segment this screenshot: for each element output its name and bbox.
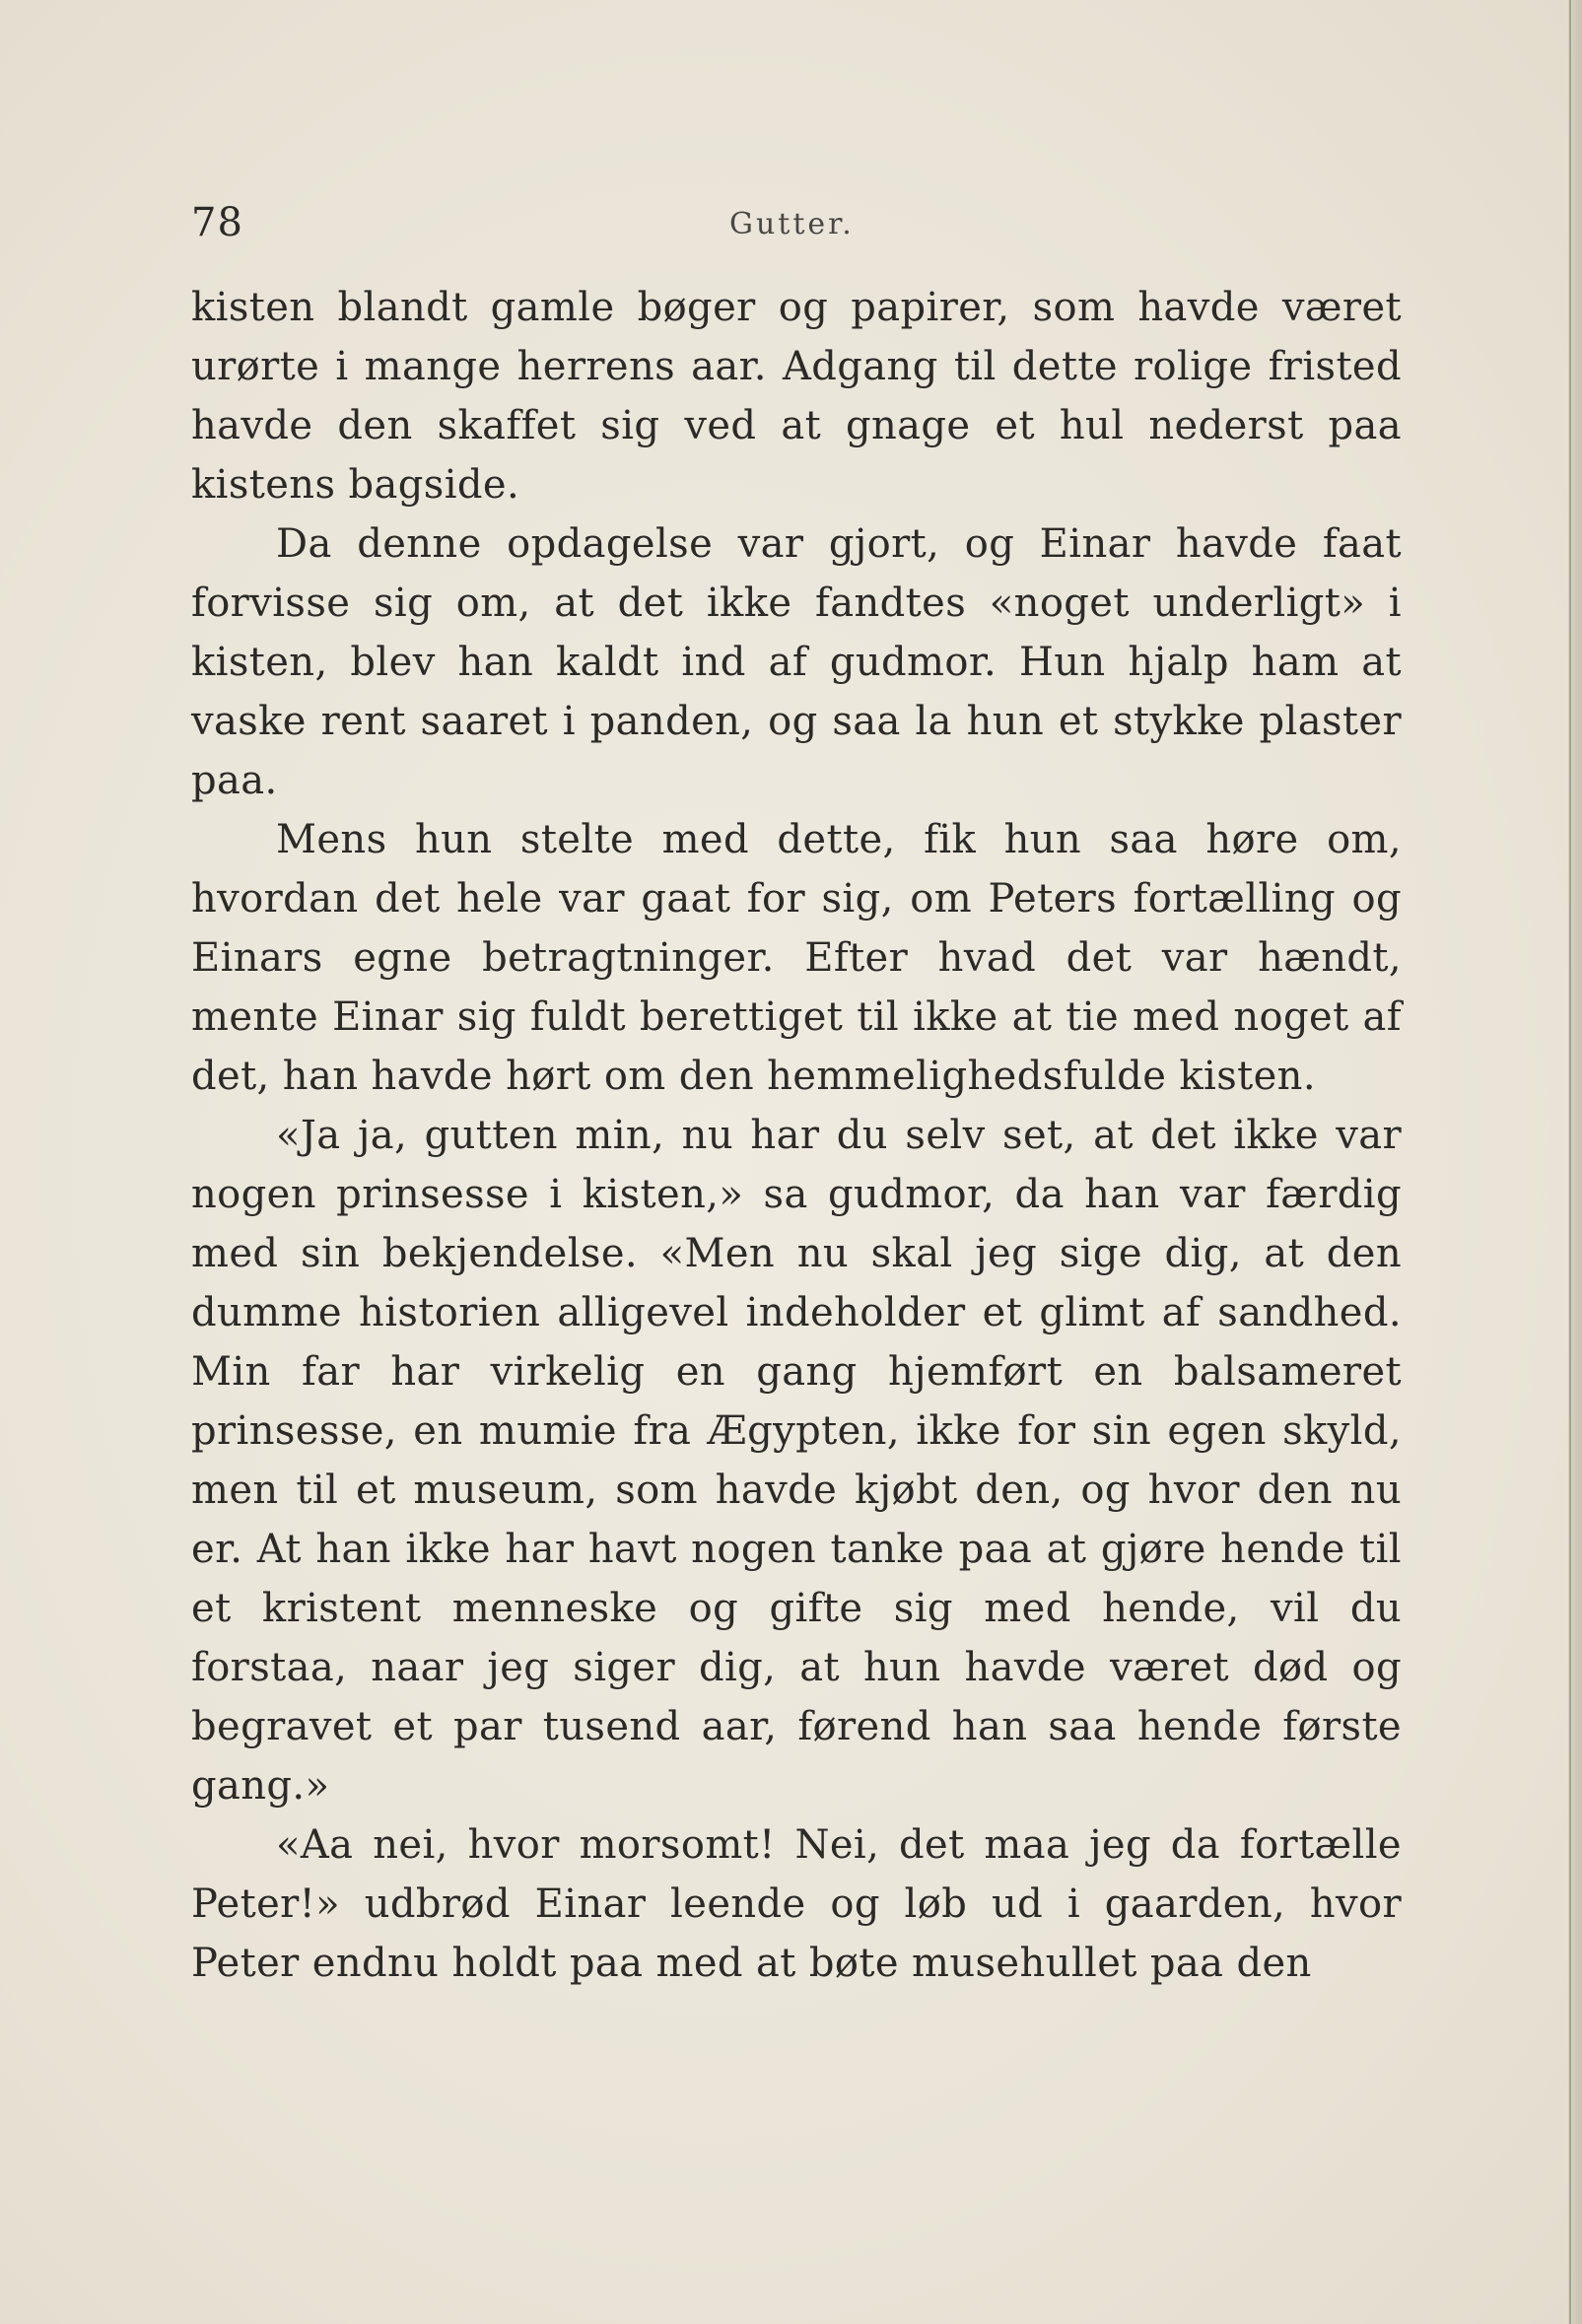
running-head: Gutter.	[729, 207, 855, 241]
body-text	[191, 278, 1402, 1993]
page-edge-line	[1569, 0, 1571, 2324]
paragraph-5: «Aa nei, hvor morsomt! Nei, det maa jeg da fortælle Peter!» udbrød Einar leende og løb ud i gaarden, hvor Peter endnu holdt paa med at bøte musehullet paa den	[191, 1822, 1402, 1986]
paragraph-3: Mens hun stelte med dette, fik hun saa høre om, hvordan det hele var gaat for sig, om Peters fortælling og Einars egne betragtninger. Efter hvad det var hændt, mente Einar sig fuldt berettiget til ikke at tie med noget af det, han havde hørt om den hemmelighedsfulde kisten.	[191, 817, 1402, 1099]
page-header	[191, 193, 1402, 252]
paragraph-2: Da denne opdagelse var gjort, og Einar havde faat forvisse sig om, at det ikke fandtes «noget underligt» i kisten, blev han kaldt ind af gudmor. Hun hjalp ham at vaske rent saaret i panden, og saa la hun et stykke plaster paa.	[191, 521, 1402, 803]
page-number: 78	[191, 200, 243, 245]
paragraph-4: «Ja ja, gutten min, nu har du selv set, at det ikke var nogen prinsesse i kisten,» sa gudmor, da han var færdig med sin bekjendelse. «Men nu skal jeg sige dig, at den dumme historien alligevel indeholder et glimt af sandhed. Min far har virkelig en gang hjemført en balsameret prinsesse, en mumie fra Ægypten, ikke for sin egen skyld, men til et museum, som havde kjøbt den, og hvor den nu er. At han ikke har havt nogen tanke paa at gjøre hende til et kristent menneske og gifte sig med hende, vil du forstaa, naar jeg siger dig, at hun havde været død og begravet et par tusend aar, førend han saa hende første gang.»	[191, 1113, 1402, 1809]
paragraph-1: kisten blandt gamle bøger og papirer, som havde været urørte i mange herrens aar. Adgang til dette rolige fristed havde den skaffet sig ved at gnage et hul nederst paa kistens bagside.	[191, 285, 1402, 508]
